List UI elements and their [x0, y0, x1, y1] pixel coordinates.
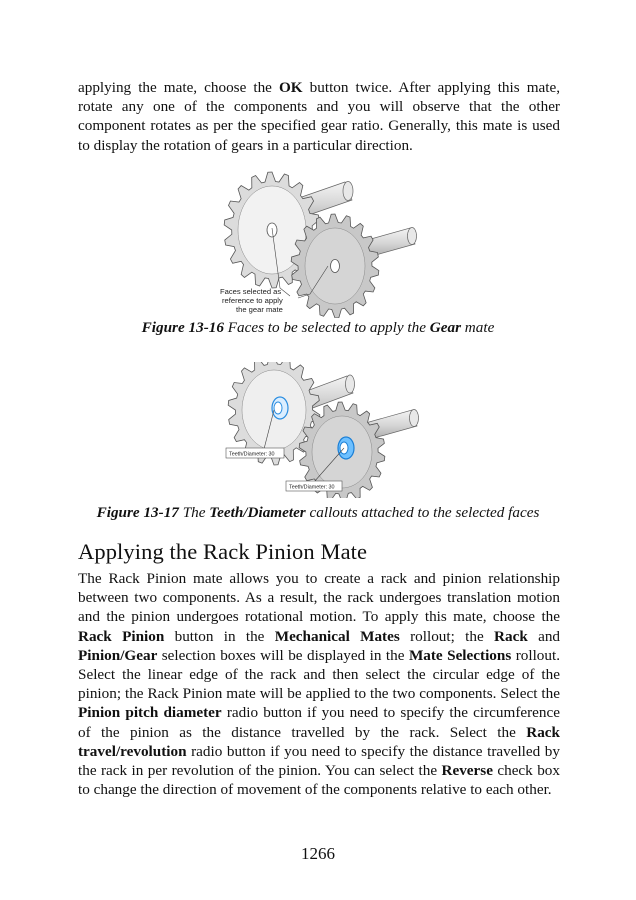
bold-term: Rack Pinion — [78, 627, 165, 645]
bold-term: Figure 13-17 — [96, 504, 179, 521]
bold-term: OK — [278, 79, 303, 96]
callout1-text: Teeth/Diameter: 30 — [229, 451, 275, 458]
bold-term: Rack travel/revolution — [78, 723, 560, 760]
figure1-label-line3: the gear mate — [236, 305, 283, 314]
bold-term: Reverse — [441, 762, 493, 780]
section-body: The Rack Pinion mate allows you to create a rack and pinion relationship between two components. As a result, the rack undergoes translation motion and the pinion undergoes rotational motion. To apply this mate, choose the Rack Pinion button in the Mechanical Mates rollout; the Rack and Pinion/Gear selection boxes will be displayed in the Mate Selections rollout. Select the linear edge of the rack and then select the circular edge of the pinion; the Rack Pinion mate will be applied to the two components. Select the Pinion pitch diameter radio button if you need to specify the circumference of the pinion as the distance travelled by the rack. Select the Rack travel/revolution radio button if you need to specify the distance travelled by the rack in per revolution of the pinion. You can select the Reverse check box to change the direction of movement of the components relative to each other. — [78, 570, 561, 799]
section-heading: Applying the Rack Pinion Mate — [78, 539, 368, 564]
teeth-diameter-figure — [222, 362, 422, 498]
bold-term: Teeth/Diameter — [209, 504, 306, 521]
bold-term: Mate Selections — [408, 646, 512, 664]
callout2-text: Teeth/Diameter: 30 — [289, 484, 335, 491]
bold-term: Gear — [429, 319, 461, 336]
gear-mate-figure — [210, 170, 420, 318]
bold-term: Pinion/Gear — [78, 646, 158, 664]
figure2-caption: Figure 13-17 The Teeth/Diameter callouts attached to the selected faces — [96, 504, 540, 521]
bold-term: Rack — [494, 627, 528, 645]
page-number: 1266 — [301, 844, 335, 863]
intro-paragraph: applying the mate, choose the OK button twice. After applying this mate, rotate any one of the components and you will observe that the other component rotates as per the specified gear ratio. Generally, this mate is used to display the rotation of gears in a particular direction. — [78, 79, 561, 154]
bold-term: Figure 13-16 — [141, 319, 224, 336]
figure1-label-line1: Faces selected as — [220, 287, 282, 296]
figure1-label-line2: reference to apply — [222, 296, 283, 305]
bold-term: Mechanical Mates — [274, 627, 400, 645]
bold-term: Pinion pitch diameter — [78, 704, 222, 722]
figure1-caption: Figure 13-16 Faces to be selected to apply the Gear mate — [141, 319, 495, 336]
right-gear — [291, 214, 379, 318]
